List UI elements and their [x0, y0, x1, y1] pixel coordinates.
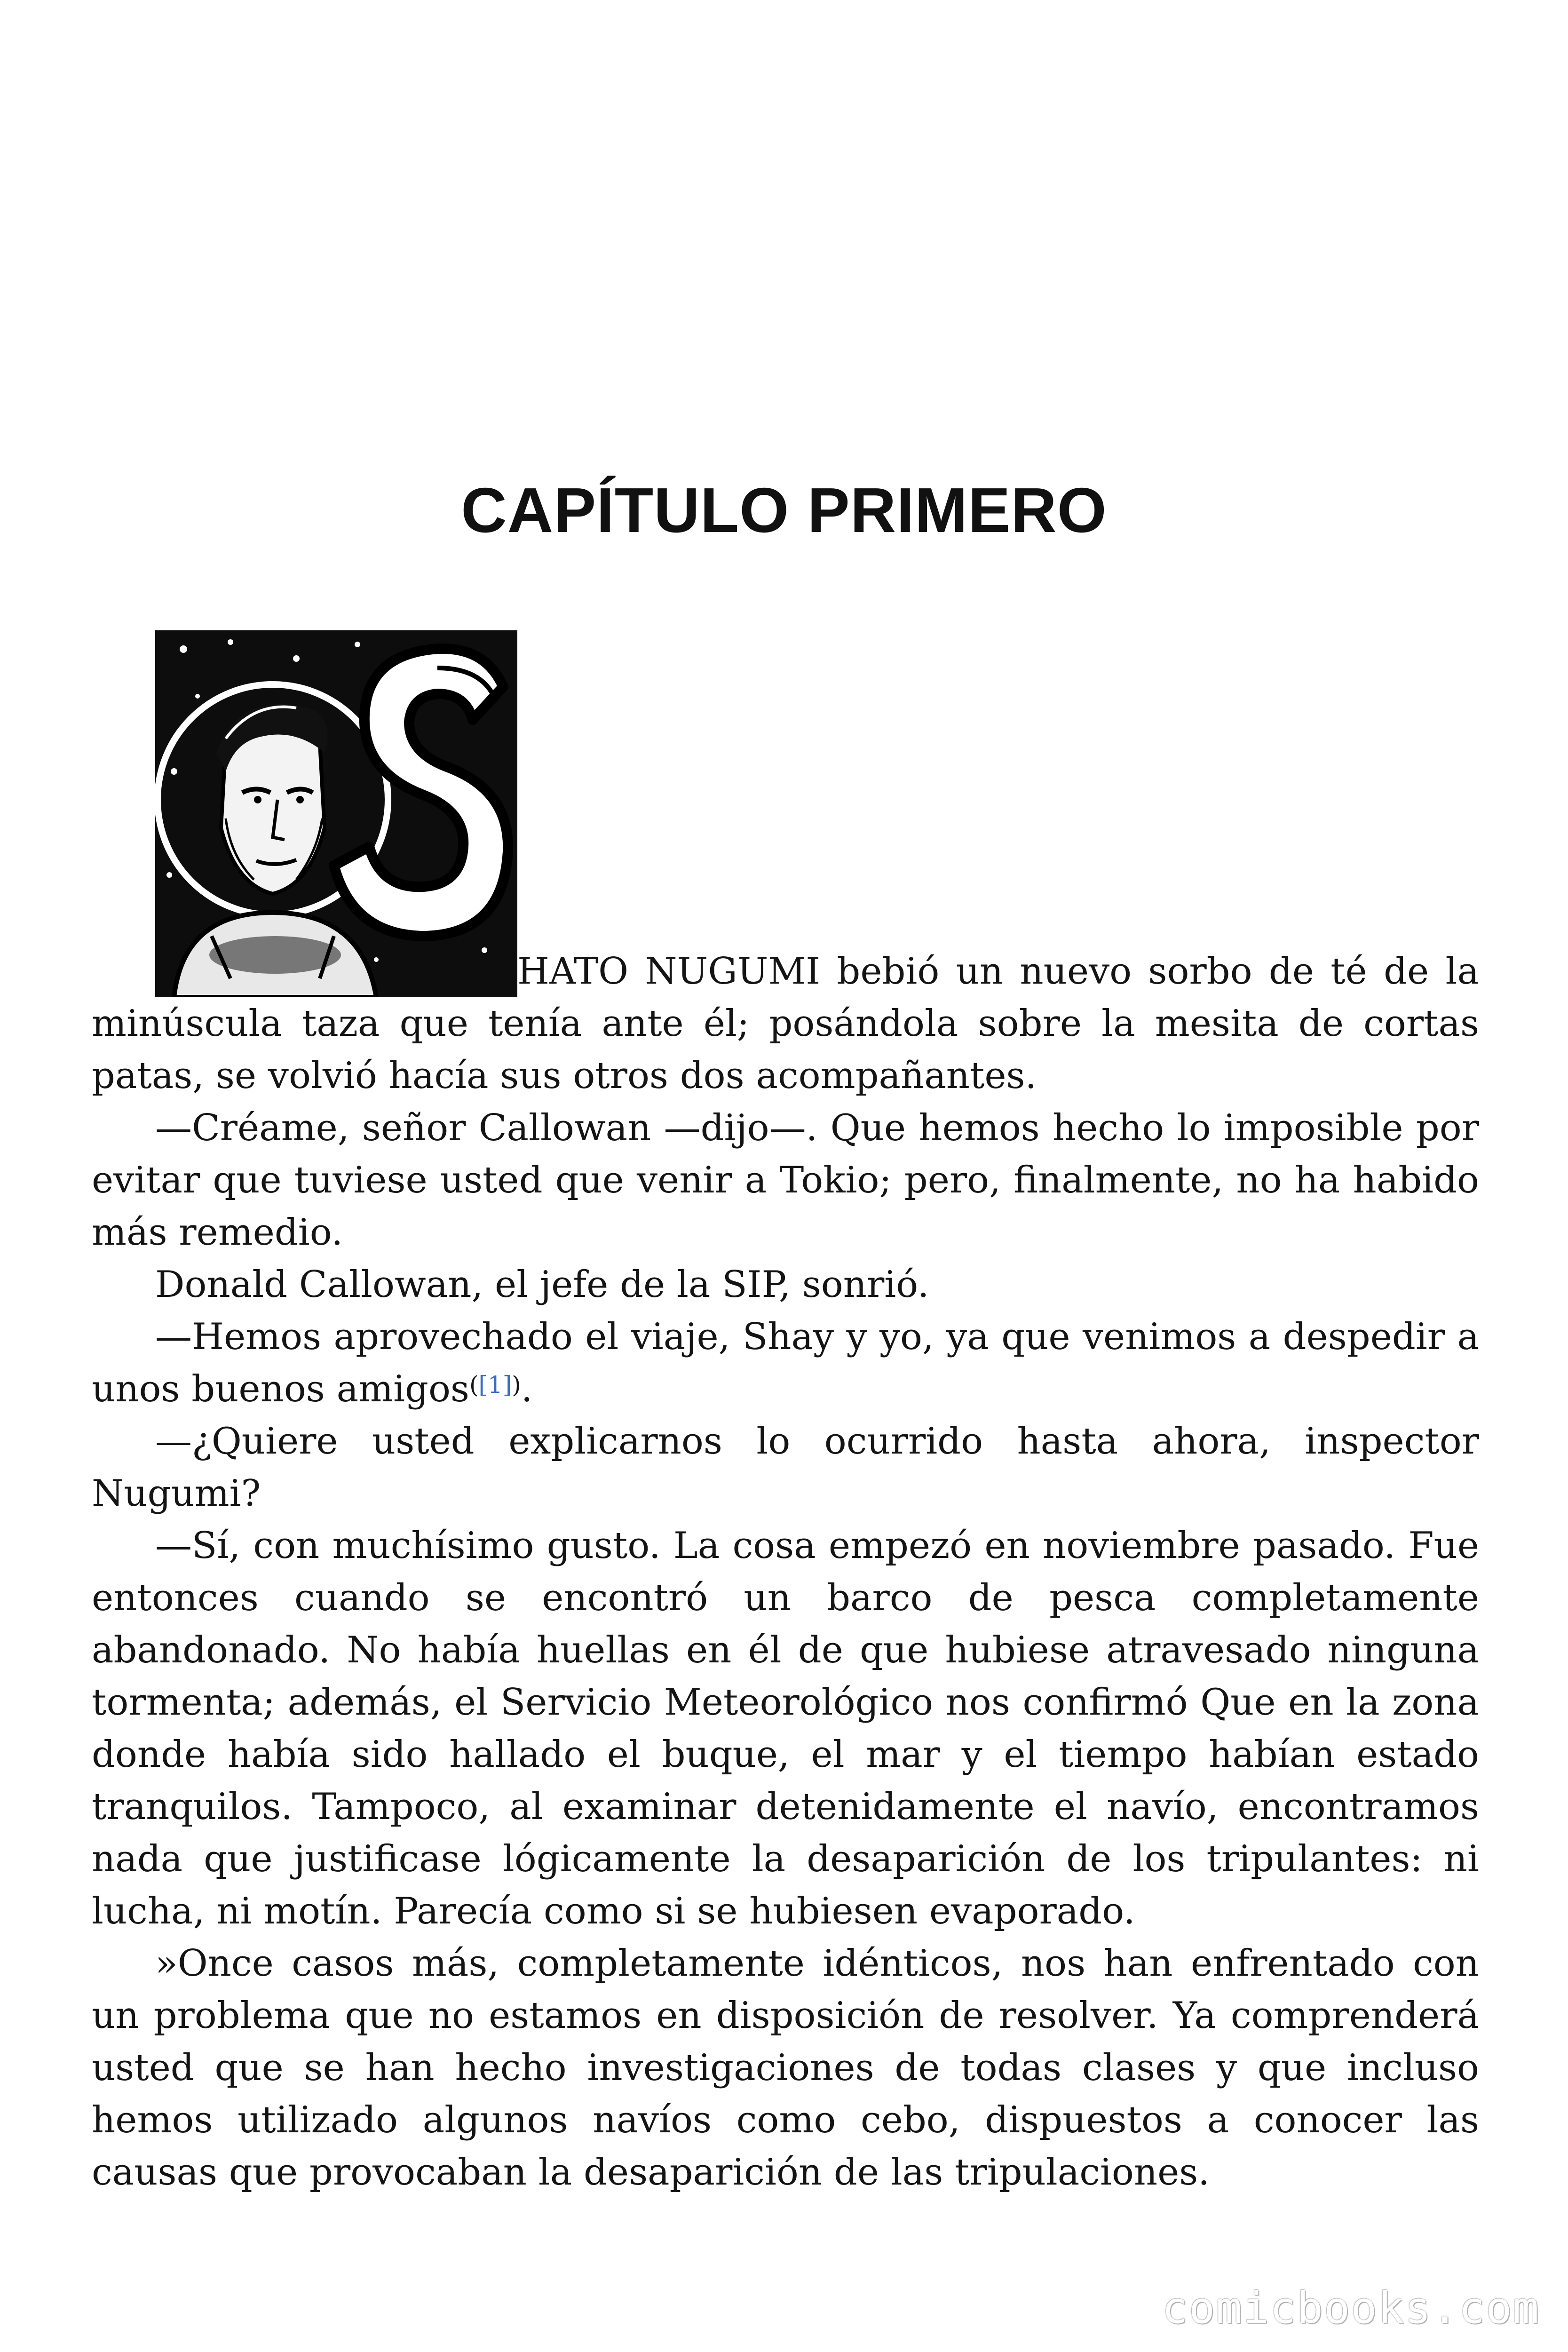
paragraph-3: Donald Callowan, el jefe de la SIP, sonrió.: [155, 1263, 929, 1306]
footnote-ref: ([1]): [469, 1371, 521, 1398]
paragraph-4-text: —Hemos aprovechado el viaje, Shay y yo, ya que venimos a despedir a unos buenos amigos: [92, 1316, 1479, 1410]
paragraph-1-rest: minúscula taza que tenía ante él; posándola sobre la mesita de cortas patas, se volvió hacía sus otros dos acompañantes.: [92, 1002, 1479, 1097]
paragraph-4: [92, 1311, 1479, 1415]
dropcap-illustration: [155, 630, 517, 997]
footnote-link[interactable]: [1]: [478, 1371, 512, 1398]
paragraph-4-end: .: [521, 1368, 533, 1410]
astronaut-portrait-icon: [155, 630, 517, 997]
paragraph-7: »Once casos más, completamente idénticos, nos han enfrentado con un problema que no estamos en disposición de resolver. Ya comprenderá usted que se han hecho investigaciones de todas clases y que incluso hemos utilizado algunos navíos como cebo, dispuestos a conocer las causas que provocaban la desaparición de las tripulaciones.: [92, 1942, 1479, 2193]
paragraph-5: —¿Quiere usted explicarnos lo ocurrido hasta ahora, inspector Nugumi?: [92, 1420, 1479, 1515]
paragraph-1: [92, 946, 1479, 1102]
watermark: comicbooks.com: [1162, 2283, 1540, 2333]
body-text: [92, 946, 1479, 2199]
dropcap-first-line: HATO NUGUMI bebió un nuevo sorbo de té de la: [517, 950, 1479, 993]
chapter-title: CAPÍTULO PRIMERO: [461, 475, 1107, 546]
paragraph-2: —Créame, señor Callowan —dijo—. Que hemos hecho lo imposible por evitar que tuviese usted que venir a Tokio; pero, finalmente, no ha habido más remedio.: [92, 1107, 1479, 1254]
paragraph-6: —Sí, con muchísimo gusto. La cosa empezó en noviembre pasado. Fue entonces cuando se encontró un barco de pesca completamente abandonado. No había huellas en él de que hubiese atravesado ninguna tormenta; además, el Servicio Meteorológico nos confirmó Que en la zona donde había sido hallado el buque, el mar y el tiempo habían estado tranquilos. Tampoco, al examinar detenidamente el navío, encontramos nada que justificase lógicamente la desaparición de los tripulantes: ni lucha, ni motín. Parecía como si se hubiesen evaporado.: [92, 1525, 1479, 1932]
